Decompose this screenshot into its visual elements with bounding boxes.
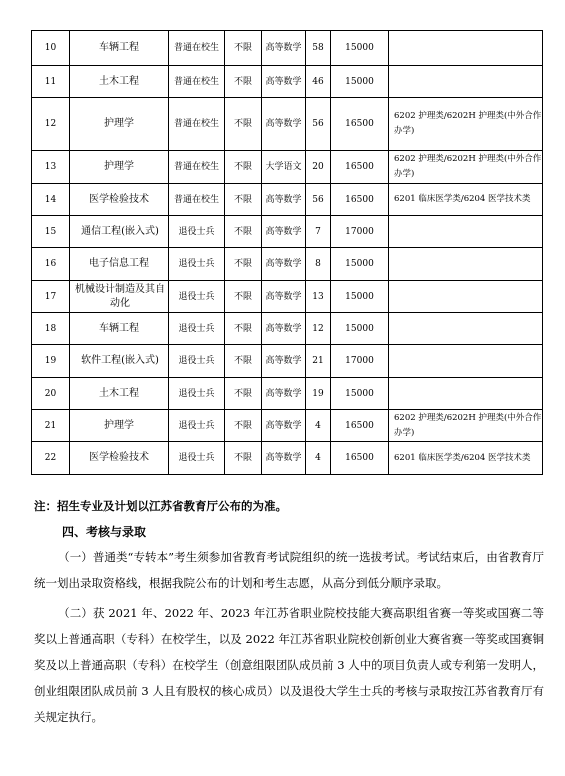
cell-remark: 6202 护理类/6202H 护理类(中外合作办学) xyxy=(389,151,543,184)
table-row xyxy=(32,378,543,410)
cell-tuition: 17000 xyxy=(331,345,389,378)
cell-remark xyxy=(389,216,543,248)
cell-remark xyxy=(389,313,543,345)
cell-student-type: 退役士兵 xyxy=(169,248,225,281)
cell-exam-subject: 高等数学 xyxy=(262,216,306,248)
cell-number: 11 xyxy=(32,66,70,98)
cell-tuition: 16500 xyxy=(331,442,389,475)
cell-exam-subject: 高等数学 xyxy=(262,98,306,151)
cell-number: 18 xyxy=(32,313,70,345)
cell-exam-subject: 高等数学 xyxy=(262,184,306,216)
cell-plan-count: 8 xyxy=(306,248,331,281)
cell-plan-count: 13 xyxy=(306,281,331,313)
cell-plan-count: 56 xyxy=(306,184,331,216)
cell-number: 17 xyxy=(32,281,70,313)
cell-remark: 6201 临床医学类/6204 医学技术类 xyxy=(389,442,543,475)
cell-number: 21 xyxy=(32,410,70,442)
table-row xyxy=(32,442,543,475)
cell-tuition: 16500 xyxy=(331,410,389,442)
table-row xyxy=(32,31,543,66)
cell-number: 13 xyxy=(32,151,70,184)
cell-remark: 6201 临床医学类/6204 医学技术类 xyxy=(389,184,543,216)
table-row xyxy=(32,66,543,98)
cell-student-type: 退役士兵 xyxy=(169,410,225,442)
cell-tuition: 15000 xyxy=(331,313,389,345)
cell-number: 12 xyxy=(32,98,70,151)
section-heading: 四、考核与录取 xyxy=(62,525,147,539)
cell-major-limit: 不限 xyxy=(225,31,262,66)
cell-tuition: 15000 xyxy=(331,248,389,281)
cell-remark xyxy=(389,345,543,378)
paragraph-1: （一）普通类“专转本”考生须参加省教育考试院组织的统一选拔考试。考试结束后，由省教育厅统一划出录取资格线，根据我院公布的计划和考生志愿，从高分到低分顺序录取。 xyxy=(34,550,544,590)
table-row xyxy=(32,345,543,378)
cell-major: 医学检验技术 xyxy=(70,184,169,216)
cell-major: 通信工程(嵌入式) xyxy=(70,216,169,248)
cell-major: 土木工程 xyxy=(70,66,169,98)
cell-plan-count: 58 xyxy=(306,31,331,66)
cell-tuition: 16500 xyxy=(331,184,389,216)
cell-student-type: 普通在校生 xyxy=(169,66,225,98)
cell-tuition: 15000 xyxy=(331,31,389,66)
table-row xyxy=(32,313,543,345)
cell-student-type: 退役士兵 xyxy=(169,345,225,378)
cell-number: 22 xyxy=(32,442,70,475)
cell-remark xyxy=(389,281,543,313)
cell-number: 15 xyxy=(32,216,70,248)
table-row xyxy=(32,98,543,151)
cell-major-limit: 不限 xyxy=(225,345,262,378)
cell-student-type: 退役士兵 xyxy=(169,378,225,410)
cell-number: 19 xyxy=(32,345,70,378)
cell-major-limit: 不限 xyxy=(225,410,262,442)
cell-major-limit: 不限 xyxy=(225,442,262,475)
table-row xyxy=(32,184,543,216)
cell-number: 14 xyxy=(32,184,70,216)
cell-major: 车辆工程 xyxy=(70,313,169,345)
table-row xyxy=(32,410,543,442)
cell-major-limit: 不限 xyxy=(225,66,262,98)
cell-major: 电子信息工程 xyxy=(70,248,169,281)
cell-number: 10 xyxy=(32,31,70,66)
cell-major: 土木工程 xyxy=(70,378,169,410)
cell-major-limit: 不限 xyxy=(225,216,262,248)
cell-major-limit: 不限 xyxy=(225,281,262,313)
table-row xyxy=(32,248,543,281)
cell-exam-subject: 高等数学 xyxy=(262,313,306,345)
cell-remark: 6202 护理类/6202H 护理类(中外合作办学) xyxy=(389,98,543,151)
cell-major: 护理学 xyxy=(70,151,169,184)
cell-student-type: 普通在校生 xyxy=(169,184,225,216)
cell-major-limit: 不限 xyxy=(225,98,262,151)
table-footnote: 注：招生专业及计划以江苏省教育厅公布的为准。 xyxy=(34,499,287,513)
cell-student-type: 退役士兵 xyxy=(169,313,225,345)
cell-exam-subject: 高等数学 xyxy=(262,410,306,442)
table-row xyxy=(32,216,543,248)
cell-tuition: 15000 xyxy=(331,378,389,410)
table-row xyxy=(32,151,543,184)
cell-plan-count: 21 xyxy=(306,345,331,378)
cell-plan-count: 46 xyxy=(306,66,331,98)
cell-plan-count: 20 xyxy=(306,151,331,184)
cell-exam-subject: 高等数学 xyxy=(262,281,306,313)
cell-major: 机械设计制造及其自动化 xyxy=(70,281,169,313)
cell-exam-subject: 高等数学 xyxy=(262,442,306,475)
cell-tuition: 15000 xyxy=(331,66,389,98)
table-body xyxy=(32,31,543,475)
cell-remark xyxy=(389,378,543,410)
cell-remark xyxy=(389,31,543,66)
table-row xyxy=(32,281,543,313)
cell-exam-subject: 大学语文 xyxy=(262,151,306,184)
cell-number: 16 xyxy=(32,248,70,281)
cell-exam-subject: 高等数学 xyxy=(262,248,306,281)
cell-exam-subject: 高等数学 xyxy=(262,378,306,410)
cell-major-limit: 不限 xyxy=(225,151,262,184)
cell-student-type: 普通在校生 xyxy=(169,31,225,66)
cell-student-type: 退役士兵 xyxy=(169,442,225,475)
cell-major-limit: 不限 xyxy=(225,313,262,345)
cell-tuition: 16500 xyxy=(331,98,389,151)
cell-major-limit: 不限 xyxy=(225,378,262,410)
cell-plan-count: 4 xyxy=(306,442,331,475)
cell-student-type: 退役士兵 xyxy=(169,216,225,248)
cell-remark: 6202 护理类/6202H 护理类(中外合作办学) xyxy=(389,410,543,442)
cell-major: 车辆工程 xyxy=(70,31,169,66)
cell-tuition: 17000 xyxy=(331,216,389,248)
cell-tuition: 15000 xyxy=(331,281,389,313)
cell-major-limit: 不限 xyxy=(225,184,262,216)
cell-exam-subject: 高等数学 xyxy=(262,31,306,66)
cell-major-limit: 不限 xyxy=(225,248,262,281)
cell-student-type: 普通在校生 xyxy=(169,98,225,151)
paragraph-2: （二）获 2021 年、2022 年、2023 年江苏省职业院校技能大赛高职组省赛一等奖或国赛二等奖以上普通高职（专科）在校学生，以及 2022 年江苏省职业院校创新创业大赛省赛一等奖或国赛铜奖及以上普通高职（专科）在校学生（创意组限团队成员前 3 人中的项目负责人或专利第一发明人，创业组限团队成员前 3 人且有股权的核心成员）以及退役大学生士兵的考核与录取按江苏省教育厅有关规定执行。 xyxy=(34,606,544,724)
cell-remark xyxy=(389,248,543,281)
enrollment-plan-table xyxy=(31,30,543,475)
cell-major: 护理学 xyxy=(70,410,169,442)
cell-plan-count: 19 xyxy=(306,378,331,410)
cell-plan-count: 7 xyxy=(306,216,331,248)
cell-major: 护理学 xyxy=(70,98,169,151)
cell-remark xyxy=(389,66,543,98)
cell-major: 医学检验技术 xyxy=(70,442,169,475)
cell-number: 20 xyxy=(32,378,70,410)
cell-tuition: 16500 xyxy=(331,151,389,184)
cell-exam-subject: 高等数学 xyxy=(262,345,306,378)
cell-plan-count: 56 xyxy=(306,98,331,151)
cell-plan-count: 4 xyxy=(306,410,331,442)
cell-student-type: 普通在校生 xyxy=(169,151,225,184)
cell-plan-count: 12 xyxy=(306,313,331,345)
cell-major: 软件工程(嵌入式) xyxy=(70,345,169,378)
cell-student-type: 退役士兵 xyxy=(169,281,225,313)
cell-exam-subject: 高等数学 xyxy=(262,66,306,98)
